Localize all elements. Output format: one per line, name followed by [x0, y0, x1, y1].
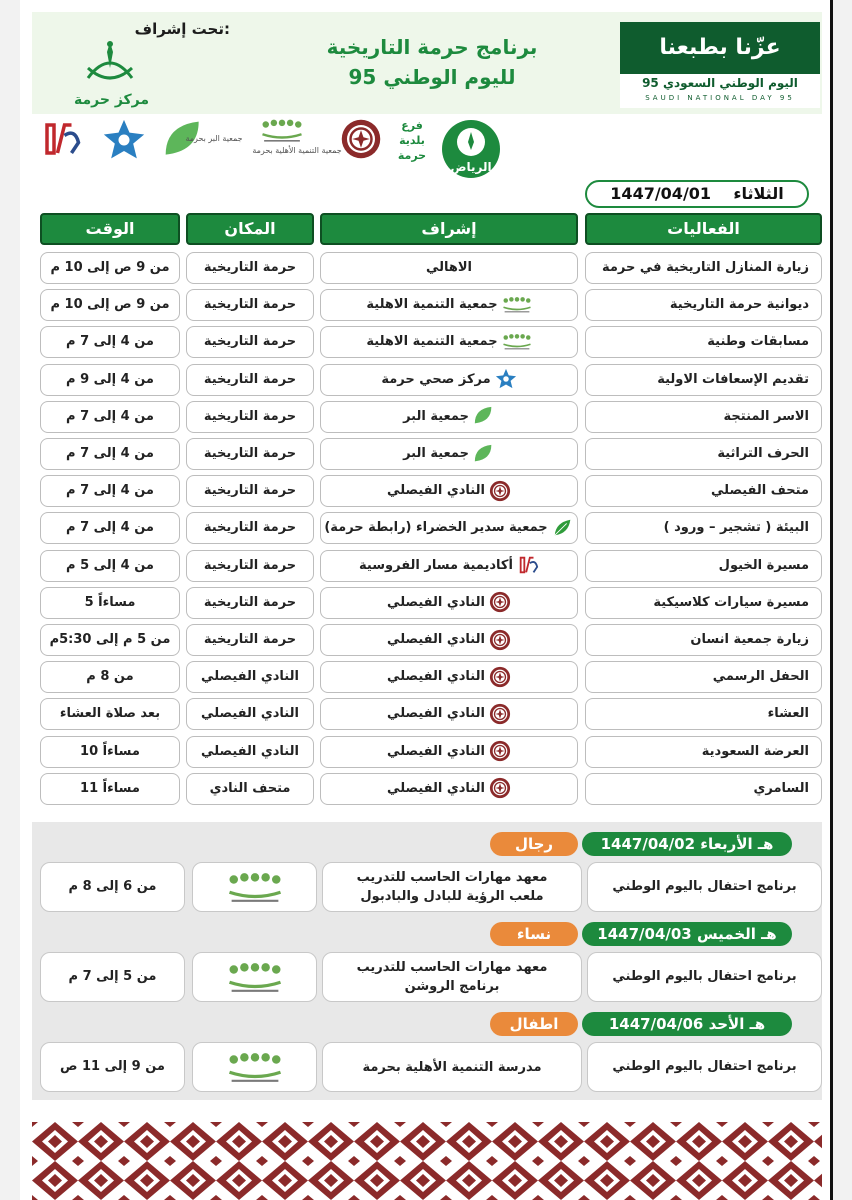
program-date-pill — [582, 1012, 792, 1036]
time-cell: من 9 ص إلى 10 م — [40, 252, 180, 284]
time-cell: من 4 إلى 5 م — [40, 550, 180, 582]
supervision-text: النادي الفيصلي — [387, 743, 485, 759]
place-cell: حرمة التاريخية — [186, 550, 314, 582]
right-border — [830, 0, 852, 1200]
supervision-cell — [320, 624, 578, 656]
event-cell: مسابقات وطنية — [585, 326, 822, 358]
left-border — [0, 0, 20, 1200]
club-logo-icon — [489, 591, 511, 613]
supervision-cell — [320, 587, 578, 619]
event-cell: الحرف التراثية — [585, 438, 822, 470]
place-cell: حرمة التاريخية — [186, 624, 314, 656]
program-place-cell — [322, 862, 582, 912]
dev-society-logo-icon — [225, 1051, 285, 1085]
supervision-cell — [320, 736, 578, 768]
program-audience-pill: نساء — [490, 922, 578, 946]
dev-society-icon — [252, 118, 312, 144]
table-row — [40, 587, 822, 619]
supervision-cell — [320, 550, 578, 582]
column-header-place: المكان — [186, 213, 314, 245]
center-name: مركز حرمة — [74, 92, 150, 108]
program-event-cell: برنامج احتفال باليوم الوطني — [587, 952, 822, 1002]
supervision-cell — [320, 252, 578, 284]
dev-society-logo — [252, 118, 342, 162]
supervision-text: النادي الفيصلي — [387, 594, 485, 610]
table-row — [40, 550, 822, 582]
partner-logos — [40, 118, 510, 180]
column-header-time: الوقت — [40, 213, 180, 245]
program-event-cell: برنامج احتفال باليوم الوطني — [587, 1042, 822, 1092]
supervision-text: مركز صحي حرمة — [381, 371, 491, 387]
place-cell: حرمة التاريخية — [186, 252, 314, 284]
supervision-text: النادي الفيصلي — [387, 706, 485, 722]
supervision-text: جمعية البر — [403, 446, 469, 461]
place-cell: النادي الفيصلي — [186, 661, 314, 693]
day1-date: 1447/04/01 — [610, 184, 712, 203]
table-row — [40, 475, 822, 507]
table-row — [40, 438, 822, 470]
place-cell: حرمة التاريخية — [186, 475, 314, 507]
event-cell: الاسر المنتجة — [585, 401, 822, 433]
supervision-text: النادي الفيصلي — [387, 780, 485, 796]
title-line-1: برنامج حرمة التاريخية — [326, 35, 538, 59]
day1-date-pill — [585, 180, 809, 208]
table-row — [40, 624, 822, 656]
dev-society-logo-icon — [225, 961, 285, 995]
time-cell: بعد صلاة العشاء — [40, 698, 180, 730]
title-line-2: لليوم الوطني 95 — [348, 65, 516, 89]
event-cell: مسيرة الخيول — [585, 550, 822, 582]
club-logo-icon — [489, 480, 511, 502]
supervision-cell — [320, 364, 578, 396]
supervision-text: النادي الفيصلي — [387, 632, 485, 647]
supervision-text: النادي الفيصلي — [387, 483, 485, 499]
program-time-cell: من 5 إلى 7 م — [40, 952, 185, 1002]
club-logo-icon — [489, 666, 511, 688]
place-cell: حرمة التاريخية — [186, 512, 314, 544]
event-cell: العرضة السعودية — [585, 736, 822, 768]
program-supervisor-cell — [192, 1042, 317, 1092]
program-date: 1447/04/03 هـ — [597, 925, 777, 943]
event-cell: متحف الفيصلي — [585, 475, 822, 507]
dev-society-name: جمعية التنمية الأهلية بحرمة — [252, 146, 342, 155]
program-place-cell — [322, 952, 582, 1002]
event-cell: تقديم الإسعافات الاولية — [585, 364, 822, 396]
program-place-line-2: برنامج الروشن — [404, 979, 500, 994]
program-place-line-1: مدرسة التنمية الأهلية بحرمة — [362, 1060, 542, 1075]
column-header-supervision: إشراف — [320, 213, 578, 245]
page-title — [262, 32, 602, 92]
supervision-cell — [320, 289, 578, 321]
birr-logo-icon — [473, 443, 495, 465]
program-day: الأحد — [708, 1015, 745, 1033]
program-place-line-2: ملعب الرؤية للبادل والبادبول — [360, 889, 544, 904]
program-day: الأربعاء — [700, 835, 753, 853]
column-header-events: الفعاليات — [585, 213, 822, 245]
supervision-cell — [320, 438, 578, 470]
supervision-cell — [320, 475, 578, 507]
birr-society-logo — [162, 118, 243, 162]
event-cell: مسيرة سيارات كلاسيكية — [585, 587, 822, 619]
time-cell: من 8 م — [40, 661, 180, 693]
header-banner — [32, 12, 822, 114]
supervision-cell — [320, 401, 578, 433]
time-cell: من 4 إلى 7 م — [40, 438, 180, 470]
day1-day: الثلاثاء — [733, 184, 784, 203]
weekly-programs-section — [32, 822, 822, 1100]
program-date-pill — [582, 922, 792, 946]
time-cell: 11 مساءاً — [40, 773, 180, 805]
supervision-text: جمعية التنمية الاهلية — [366, 297, 498, 313]
time-cell: من 4 إلى 7 م — [40, 326, 180, 358]
place-cell: متحف النادي — [186, 773, 314, 805]
national-day-logo-english: SAUDI NATIONAL DAY 95 — [645, 94, 795, 102]
table-row — [40, 364, 822, 396]
table-row — [40, 736, 822, 768]
health-center-logo-icon — [102, 118, 146, 162]
club-logo-icon — [489, 703, 511, 725]
alfaisaly-club-logo-icon — [340, 118, 382, 160]
dev-logo-icon — [502, 333, 532, 351]
club-logo-icon — [489, 629, 511, 651]
place-cell: حرمة التاريخية — [186, 364, 314, 396]
national-day-logo-arabic: اليوم الوطني السعودي 95 — [642, 76, 798, 90]
national-day-logo-slogan: عزّنا بطبعنا — [620, 22, 820, 74]
supervision-block — [32, 12, 242, 114]
table-row — [40, 326, 822, 358]
event-cell: السامري — [585, 773, 822, 805]
event-cell: العشاء — [585, 698, 822, 730]
event-cell: زيارة جمعية انسان — [585, 624, 822, 656]
national-day-logo — [620, 22, 820, 108]
program-date-pill — [582, 832, 792, 856]
place-cell: حرمة التاريخية — [186, 401, 314, 433]
dev-logo-icon — [502, 296, 532, 314]
supervision-text: جمعية سدير الخضراء (رابطة حرمة) — [324, 520, 548, 536]
place-cell: حرمة التاريخية — [186, 326, 314, 358]
sadu-pattern-border — [32, 1122, 822, 1200]
birr-society-name: جمعية البر بحرمة — [185, 134, 243, 143]
riyadh-municipality-logo — [440, 118, 502, 180]
supervision-cell — [320, 512, 578, 544]
leaf-logo-icon — [552, 517, 574, 539]
program-supervisor-cell — [192, 952, 317, 1002]
program-place-cell — [322, 1042, 582, 1092]
supervision-text: جمعية البر — [403, 408, 469, 424]
supervision-label: تحت إشراف: — [134, 20, 230, 38]
supervision-text: الاهالي — [425, 260, 473, 275]
birr-logo-icon — [473, 405, 495, 427]
supervision-text: جمعية التنمية الاهلية — [366, 334, 498, 350]
place-cell: حرمة التاريخية — [186, 289, 314, 321]
program-date: 1447/04/06 هـ — [608, 1015, 766, 1033]
program-place-line-1: معهد مهارات الحاسب للتدريب — [356, 960, 548, 975]
table-row — [40, 401, 822, 433]
riyadh-name: الرياض — [450, 160, 492, 174]
place-cell: النادي الفيصلي — [186, 736, 314, 768]
program-day: الخميس — [696, 925, 756, 943]
event-cell: ديوانية حرمة التاريخية — [585, 289, 822, 321]
program-audience-pill: اطفال — [490, 1012, 578, 1036]
time-cell: من 4 إلى 7 م — [40, 512, 180, 544]
event-cell: الحفل الرسمي — [585, 661, 822, 693]
program-event-cell: برنامج احتفال باليوم الوطني — [587, 862, 822, 912]
supervision-text: النادي الفيصلي — [387, 669, 485, 685]
place-cell: حرمة التاريخية — [186, 438, 314, 470]
table-row — [40, 773, 822, 805]
time-cell: من 5 م إلى 5:30م — [40, 624, 180, 656]
event-cell: البيئة ( تشجير – ورود ) — [585, 512, 822, 544]
program-place-line-1: معهد مهارات الحاسب للتدريب — [356, 870, 548, 885]
municipality-branch-label: فرع بلدية حرمة — [397, 119, 427, 162]
program-time-cell: من 9 إلى 11 ص — [40, 1042, 185, 1092]
horse-logo-icon — [517, 554, 539, 576]
club-logo-icon — [489, 740, 511, 762]
saudi-emblem-icon — [80, 38, 140, 94]
table-row — [40, 289, 822, 321]
time-cell: من 4 إلى 7 م — [40, 401, 180, 433]
time-cell: من 9 ص إلى 10 م — [40, 289, 180, 321]
dev-society-logo-icon — [225, 871, 285, 905]
time-cell: من 4 إلى 7 م — [40, 475, 180, 507]
supervision-cell — [320, 698, 578, 730]
place-cell: النادي الفيصلي — [186, 698, 314, 730]
supervision-cell — [320, 326, 578, 358]
table-row — [40, 512, 822, 544]
program-supervisor-cell — [192, 862, 317, 912]
supervision-cell — [320, 661, 578, 693]
program-time-cell: من 6 إلى 8 م — [40, 862, 185, 912]
club-logo-icon — [489, 777, 511, 799]
time-cell: 10 مساءاً — [40, 736, 180, 768]
time-cell: من 4 إلى 9 م — [40, 364, 180, 396]
table-row — [40, 698, 822, 730]
table-row — [40, 252, 822, 284]
horse-academy-logo-icon — [40, 118, 82, 160]
time-cell: 5 مساءاً — [40, 587, 180, 619]
program-audience-pill: رجال — [490, 832, 578, 856]
program-date: 1447/04/02 هـ — [600, 835, 774, 853]
table-row — [40, 661, 822, 693]
event-cell: زيارة المنازل التاريخية في حرمة — [585, 252, 822, 284]
supervision-text: أكاديمية مسار الفروسية — [359, 557, 513, 573]
health-logo-icon — [495, 368, 517, 390]
supervision-cell — [320, 773, 578, 805]
place-cell: حرمة التاريخية — [186, 587, 314, 619]
